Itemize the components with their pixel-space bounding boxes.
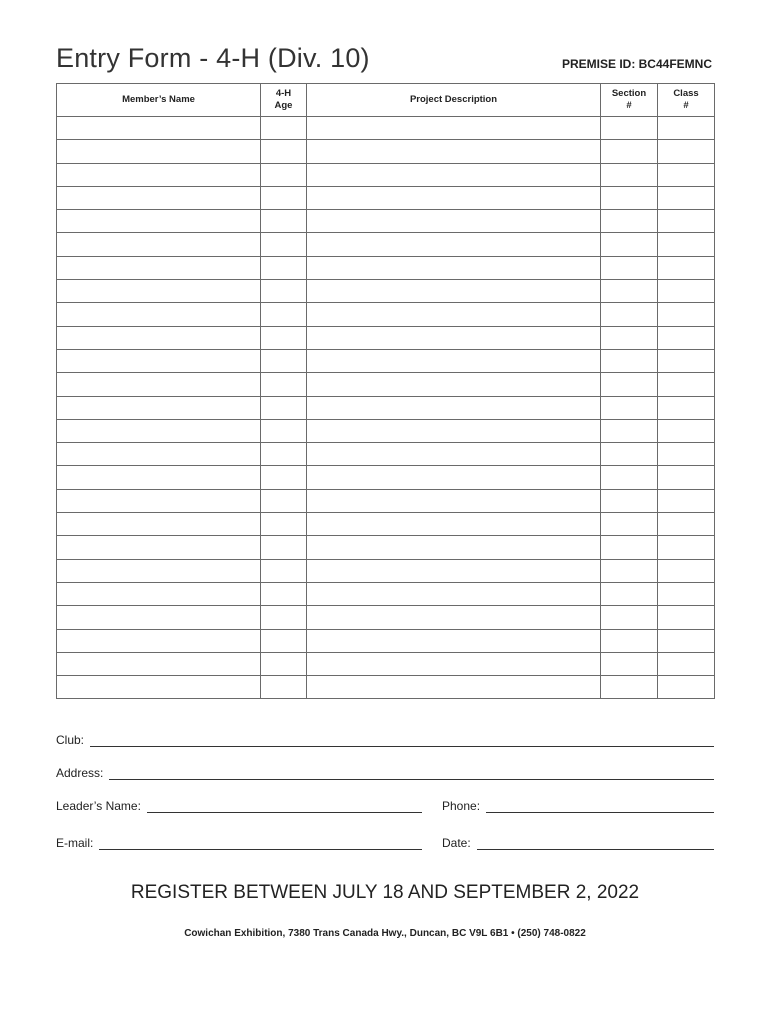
- age-cell[interactable]: [261, 233, 307, 256]
- address-field[interactable]: [56, 766, 714, 780]
- member-name-cell[interactable]: [57, 163, 261, 186]
- club-label: Club:: [56, 733, 85, 747]
- table-row: [57, 559, 715, 582]
- age-cell[interactable]: [261, 419, 307, 442]
- section-cell[interactable]: [601, 676, 658, 699]
- table-row: [57, 233, 715, 256]
- section-cell[interactable]: [601, 280, 658, 303]
- section-cell[interactable]: [601, 186, 658, 209]
- table-row: [57, 373, 715, 396]
- table-row: [57, 396, 715, 419]
- email-field[interactable]: [56, 836, 422, 850]
- project-description-cell[interactable]: [307, 606, 601, 629]
- section-cell[interactable]: [601, 652, 658, 675]
- class-cell[interactable]: [658, 536, 715, 559]
- class-cell[interactable]: [658, 233, 715, 256]
- section-cell[interactable]: [601, 582, 658, 605]
- leader-name-label: Leader’s Name:: [56, 799, 141, 813]
- project-description-cell[interactable]: [307, 396, 601, 419]
- section-cell[interactable]: [601, 419, 658, 442]
- project-description-cell[interactable]: [307, 559, 601, 582]
- age-cell[interactable]: [261, 676, 307, 699]
- project-description-cell[interactable]: [307, 163, 601, 186]
- section-cell[interactable]: [601, 373, 658, 396]
- age-cell[interactable]: [261, 117, 307, 140]
- leader-name-field[interactable]: [56, 799, 422, 813]
- phone-input-line[interactable]: [486, 800, 714, 813]
- project-description-cell[interactable]: [307, 466, 601, 489]
- address-label: Address:: [56, 766, 104, 780]
- class-cell[interactable]: [658, 443, 715, 466]
- table-row: [57, 256, 715, 279]
- table-row: [57, 606, 715, 629]
- section-cell[interactable]: [601, 140, 658, 163]
- class-cell[interactable]: [658, 513, 715, 536]
- project-description-cell[interactable]: [307, 652, 601, 675]
- class-cell[interactable]: [658, 256, 715, 279]
- member-name-cell[interactable]: [57, 303, 261, 326]
- age-cell[interactable]: [261, 303, 307, 326]
- class-cell[interactable]: [658, 210, 715, 233]
- age-cell[interactable]: [261, 163, 307, 186]
- age-cell[interactable]: [261, 629, 307, 652]
- class-cell[interactable]: [658, 419, 715, 442]
- table-row: [57, 326, 715, 349]
- table-row: [57, 676, 715, 699]
- age-cell[interactable]: [261, 256, 307, 279]
- class-cell[interactable]: [658, 163, 715, 186]
- age-cell[interactable]: [261, 396, 307, 419]
- class-cell[interactable]: [658, 629, 715, 652]
- table-row: [57, 466, 715, 489]
- class-cell[interactable]: [658, 582, 715, 605]
- age-cell[interactable]: [261, 140, 307, 163]
- project-description-cell[interactable]: [307, 140, 601, 163]
- member-name-cell[interactable]: [57, 536, 261, 559]
- member-name-cell[interactable]: [57, 186, 261, 209]
- age-cell[interactable]: [261, 536, 307, 559]
- table-row: [57, 186, 715, 209]
- table-row: [57, 210, 715, 233]
- age-cell[interactable]: [261, 443, 307, 466]
- project-description-cell[interactable]: [307, 210, 601, 233]
- table-row: [57, 280, 715, 303]
- class-cell[interactable]: [658, 117, 715, 140]
- member-name-cell[interactable]: [57, 443, 261, 466]
- member-name-cell[interactable]: [57, 117, 261, 140]
- column-header-class: Class #: [658, 84, 715, 117]
- class-cell[interactable]: [658, 326, 715, 349]
- member-name-cell[interactable]: [57, 466, 261, 489]
- email-label: E-mail:: [56, 836, 94, 850]
- project-description-cell[interactable]: [307, 349, 601, 372]
- section-cell[interactable]: [601, 303, 658, 326]
- class-cell[interactable]: [658, 606, 715, 629]
- class-cell[interactable]: [658, 466, 715, 489]
- age-cell[interactable]: [261, 652, 307, 675]
- member-name-cell[interactable]: [57, 396, 261, 419]
- member-name-cell[interactable]: [57, 606, 261, 629]
- table-row: [57, 582, 715, 605]
- age-cell[interactable]: [261, 373, 307, 396]
- section-cell[interactable]: [601, 210, 658, 233]
- section-cell[interactable]: [601, 233, 658, 256]
- member-name-cell[interactable]: [57, 140, 261, 163]
- project-description-cell[interactable]: [307, 373, 601, 396]
- project-description-cell[interactable]: [307, 326, 601, 349]
- class-cell[interactable]: [658, 373, 715, 396]
- column-header-age: 4-H Age: [261, 84, 307, 117]
- project-description-cell[interactable]: [307, 536, 601, 559]
- age-cell[interactable]: [261, 466, 307, 489]
- project-description-cell[interactable]: [307, 233, 601, 256]
- leader-name-input-line[interactable]: [147, 800, 422, 813]
- class-cell[interactable]: [658, 676, 715, 699]
- section-cell[interactable]: [601, 163, 658, 186]
- table-row: [57, 443, 715, 466]
- project-description-cell[interactable]: [307, 186, 601, 209]
- project-description-cell[interactable]: [307, 419, 601, 442]
- table-header-row: [57, 84, 715, 117]
- class-cell[interactable]: [658, 140, 715, 163]
- member-name-cell[interactable]: [57, 280, 261, 303]
- age-cell[interactable]: [261, 280, 307, 303]
- class-cell[interactable]: [658, 396, 715, 419]
- column-header-project-description: Project Description: [307, 84, 601, 117]
- section-cell[interactable]: [601, 396, 658, 419]
- table-row: [57, 163, 715, 186]
- section-cell[interactable]: [601, 349, 658, 372]
- age-cell[interactable]: [261, 559, 307, 582]
- table-row: [57, 652, 715, 675]
- member-name-cell[interactable]: [57, 559, 261, 582]
- contact-footer: Cowichan Exhibition, 7380 Trans Canada Hwy., Duncan, BC V9L 6B1 • (250) 748-0822: [184, 928, 586, 939]
- member-name-cell[interactable]: [57, 419, 261, 442]
- section-cell[interactable]: [601, 466, 658, 489]
- email-input-line[interactable]: [99, 837, 422, 850]
- entry-rows: [57, 117, 715, 699]
- class-cell[interactable]: [658, 186, 715, 209]
- table-row: [57, 419, 715, 442]
- class-cell[interactable]: [658, 280, 715, 303]
- section-cell[interactable]: [601, 326, 658, 349]
- table-row: [57, 349, 715, 372]
- column-header-section: Section #: [601, 84, 658, 117]
- table-row: [57, 489, 715, 512]
- section-cell[interactable]: [601, 489, 658, 512]
- date-label: Date:: [442, 836, 471, 850]
- age-cell[interactable]: [261, 489, 307, 512]
- project-description-cell[interactable]: [307, 629, 601, 652]
- age-cell[interactable]: [261, 582, 307, 605]
- table-row: [57, 140, 715, 163]
- member-name-cell[interactable]: [57, 256, 261, 279]
- project-description-cell[interactable]: [307, 582, 601, 605]
- phone-label: Phone:: [442, 799, 481, 813]
- member-name-cell[interactable]: [57, 513, 261, 536]
- member-name-cell[interactable]: [57, 629, 261, 652]
- class-cell[interactable]: [658, 349, 715, 372]
- age-cell[interactable]: [261, 606, 307, 629]
- age-cell[interactable]: [261, 186, 307, 209]
- class-cell[interactable]: [658, 489, 715, 512]
- table-row: [57, 117, 715, 140]
- section-cell[interactable]: [601, 117, 658, 140]
- section-cell[interactable]: [601, 256, 658, 279]
- class-cell[interactable]: [658, 652, 715, 675]
- form-title: Entry Form - 4-H (Div. 10): [56, 43, 370, 73]
- project-description-cell[interactable]: [307, 280, 601, 303]
- table-row: [57, 536, 715, 559]
- date-input-line[interactable]: [477, 837, 714, 850]
- club-input-line[interactable]: [90, 734, 714, 747]
- member-name-cell[interactable]: [57, 676, 261, 699]
- section-cell[interactable]: [601, 536, 658, 559]
- section-cell[interactable]: [601, 559, 658, 582]
- age-cell[interactable]: [261, 513, 307, 536]
- premise-id: PREMISE ID: BC44FEMNC: [561, 57, 712, 71]
- project-description-cell[interactable]: [307, 443, 601, 466]
- age-cell[interactable]: [261, 210, 307, 233]
- entry-table: [56, 83, 715, 699]
- age-cell[interactable]: [261, 326, 307, 349]
- project-description-cell[interactable]: [307, 303, 601, 326]
- member-name-cell[interactable]: [57, 326, 261, 349]
- class-cell[interactable]: [658, 303, 715, 326]
- class-cell[interactable]: [658, 559, 715, 582]
- date-field[interactable]: [442, 836, 714, 850]
- table-row: [57, 629, 715, 652]
- project-description-cell[interactable]: [307, 676, 601, 699]
- section-cell[interactable]: [601, 443, 658, 466]
- address-input-line[interactable]: [109, 767, 714, 780]
- member-name-cell[interactable]: [57, 373, 261, 396]
- registration-dates: REGISTER BETWEEN JULY 18 AND SEPTEMBER 2, 2022: [130, 882, 640, 903]
- section-cell[interactable]: [601, 606, 658, 629]
- age-cell[interactable]: [261, 349, 307, 372]
- project-description-cell[interactable]: [307, 489, 601, 512]
- member-name-cell[interactable]: [57, 582, 261, 605]
- project-description-cell[interactable]: [307, 513, 601, 536]
- table-row: [57, 513, 715, 536]
- member-name-cell[interactable]: [57, 210, 261, 233]
- club-field[interactable]: [56, 733, 714, 747]
- section-cell[interactable]: [601, 513, 658, 536]
- column-header-member-name: Member’s Name: [57, 84, 261, 117]
- project-description-cell[interactable]: [307, 117, 601, 140]
- section-cell[interactable]: [601, 629, 658, 652]
- project-description-cell[interactable]: [307, 256, 601, 279]
- member-name-cell[interactable]: [57, 652, 261, 675]
- member-name-cell[interactable]: [57, 349, 261, 372]
- phone-field[interactable]: [442, 799, 714, 813]
- member-name-cell[interactable]: [57, 489, 261, 512]
- member-name-cell[interactable]: [57, 233, 261, 256]
- table-row: [57, 303, 715, 326]
